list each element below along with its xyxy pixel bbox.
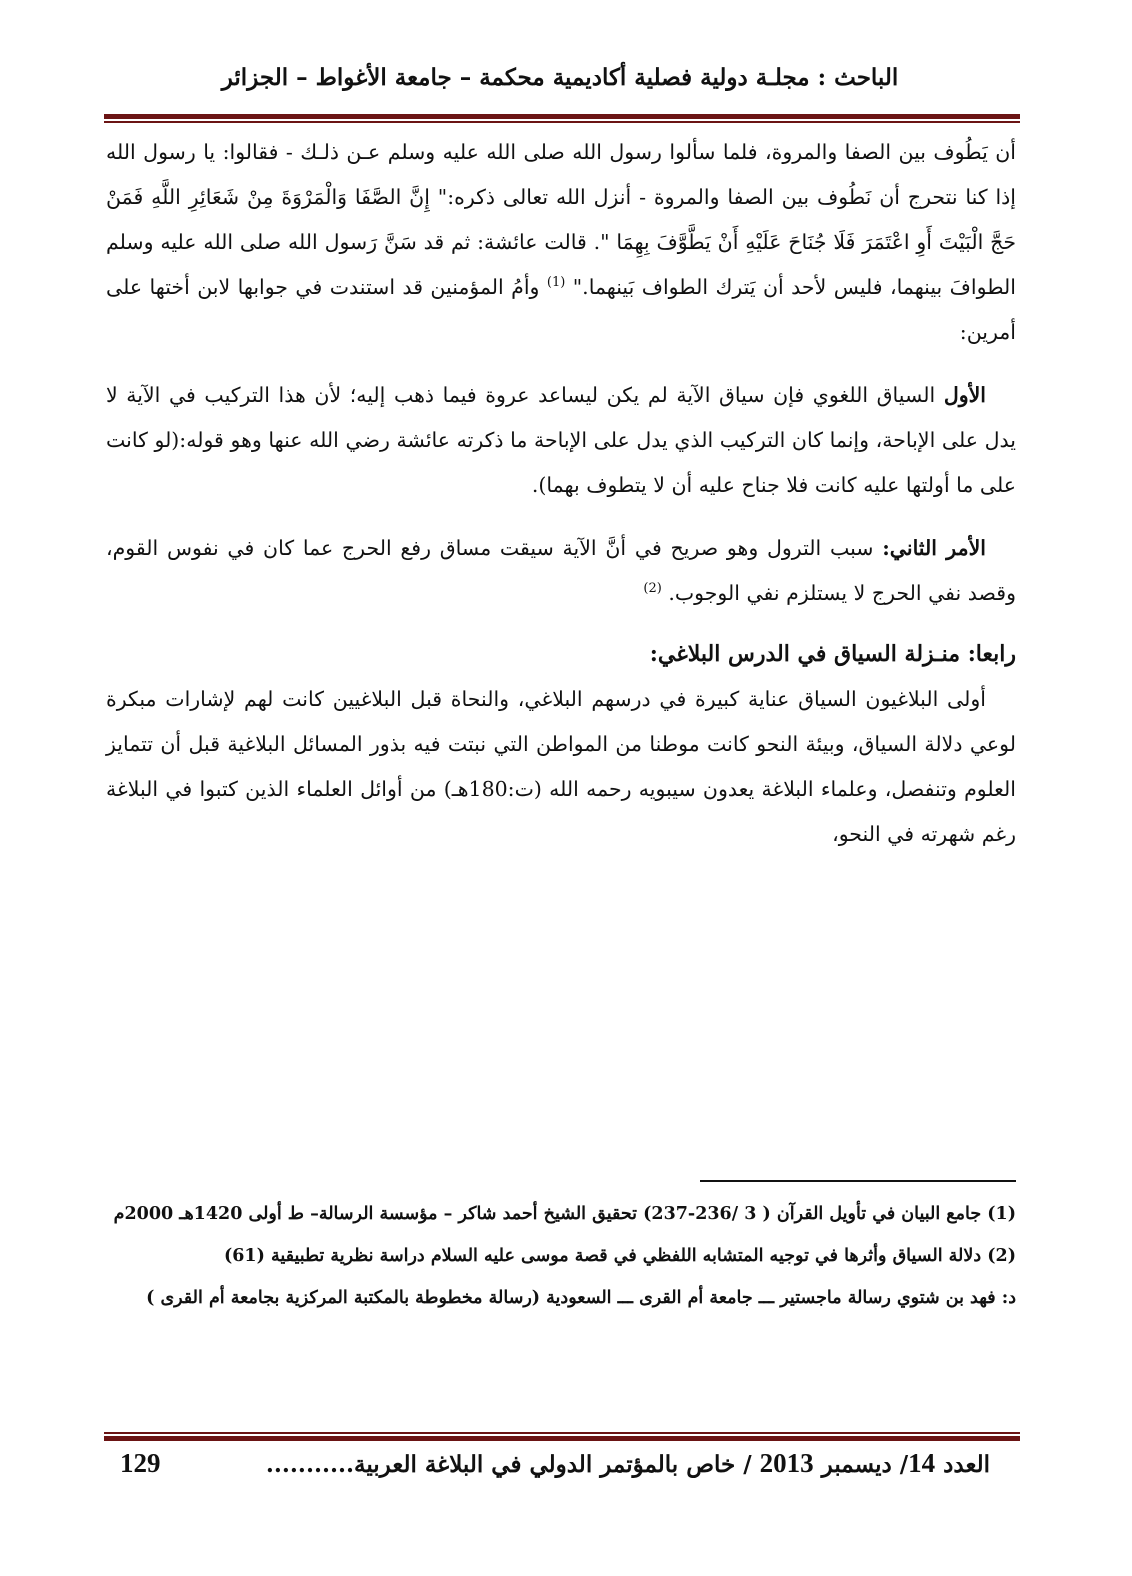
first-matter-label: الأول bbox=[943, 383, 986, 407]
footnote-1: (1) جامع البيان في تأويل القرآن ( 3 /236-237) تحقيق الشيخ أحمد شاكر – مؤسسة الرسالة– ط أولى 1420هـ 2000م bbox=[113, 1204, 1016, 1224]
paragraph-text: أن يَطُوف بين الصفا والمروة، فلما سألوا رسول الله صلى الله عليه وسلم عـن ذلـك - فقالوا: يا رسول الله إذا كنا نتحرج أن نَطُوف بين الصفا والمروة - أنزل الله تعالى ذكره:" إِنَّ الصَّفَا وَالْمَرْوَةَ مِنْ شَعَائِرِ اللَّهِ فَمَنْ حَجَّ الْبَيْتَ أَوِ اعْتَمَرَ فَلَا جُنَاحَ عَلَيْهِ أَنْ يَطَّوَّفَ بِهِمَا ". قالت عائشة: ثم قد سَنَّ رَسول الله صلى الله عليه وسلم الطوافَ بينهما، فليس لأحد أن يَترك الطواف بَينهما." bbox=[106, 140, 1016, 299]
issue-number: 14 bbox=[908, 1448, 936, 1478]
page-number: 129 bbox=[120, 1448, 161, 1478]
footer-rule bbox=[104, 1432, 1020, 1441]
first-matter-text: السياق اللغوي فإن سياق الآية لم يكن ليساعد عروة فيما ذهب إليه؛ لأن هذا التركيب في الآية لا يدل على الإباحة، وإنما كان التركيب الذي يدل على الإباحة ما ذكرته عائشة رضي الله عنها وهو قوله:(لو كانت على ما أولتها عليه كانت فلا جناح عليه أن لا يتطوف بهما). bbox=[106, 383, 1016, 497]
footnotes bbox=[106, 1196, 1016, 1322]
header-rule bbox=[104, 114, 1020, 123]
footnote-2-continued: د: فهد بن شتوي رسالة ماجستير ـــ جامعة أم القرى ـــ السعودية (رسالة مخطوطة بالمكتبة المركزية بجامعة أم القرى ) bbox=[146, 1288, 1016, 1308]
paragraph-first-matter bbox=[106, 373, 1016, 508]
paragraph-second-matter bbox=[106, 526, 1016, 616]
footnote-2: (2) دلالة السياق وأثرها في توجيه المتشابه اللفظي في قصة موسى عليه السلام دراسة نظرية تطبيقية (61) bbox=[223, 1246, 1016, 1266]
issue-month: / ديسمبر bbox=[813, 1451, 909, 1478]
paragraph-hadith bbox=[106, 130, 1016, 355]
second-matter-label: الأمر الثاني: bbox=[882, 536, 986, 560]
second-matter-text: سبب الترول وهو صريح في أنَّ الآية سيقت مساق رفع الحرج عما كان في نفوس القوم، وقصد نفي الحرج لا يستلزم نفي الوجوب. bbox=[106, 536, 1016, 605]
footnote-ref-1[interactable]: (1) bbox=[546, 275, 566, 291]
issue-description: / خاص بالمؤتمر الدولي في البلاغة العربية........... bbox=[265, 1451, 760, 1478]
paragraph-rhetoric: أولى البلاغيون السياق عناية كبيرة في درسهم البلاغي، والنحاة قبل البلاغيين كانت لهم لإشارات مبكرة لوعي دلالة السياق، وبيئة النحو كانت موطنا من المواطن التي نبتت فيه بذور المسائل البلاغية قبل أن تتمايز العلوم وتنفصل، وعلماء البلاغة يعدون سيبويه رحمه الله (ت:180هـ) من أوائل العلماء الذين كتبوا في البلاغة رغم شهرته في النحو، bbox=[106, 687, 1016, 846]
main-text bbox=[106, 130, 1016, 857]
issue-year: 2013 bbox=[759, 1448, 814, 1478]
issue-prefix: العدد bbox=[935, 1451, 990, 1478]
footnote-separator bbox=[700, 1180, 1016, 1182]
journal-footer bbox=[120, 1448, 990, 1492]
journal-header: الباحث : مجلـة دولية فصلية أكاديمية محكمة – جامعة الأغواط – الجزائر bbox=[221, 64, 899, 91]
footnote-ref-2[interactable]: (2) bbox=[643, 581, 662, 597]
paragraph-text-tail: وأمُ المؤمنين قد استندت في جوابها لابن أختها على أمرين: bbox=[106, 275, 1016, 344]
section-heading: رابعا: منـزلة السياق في الدرس البلاغي: bbox=[649, 641, 1016, 667]
